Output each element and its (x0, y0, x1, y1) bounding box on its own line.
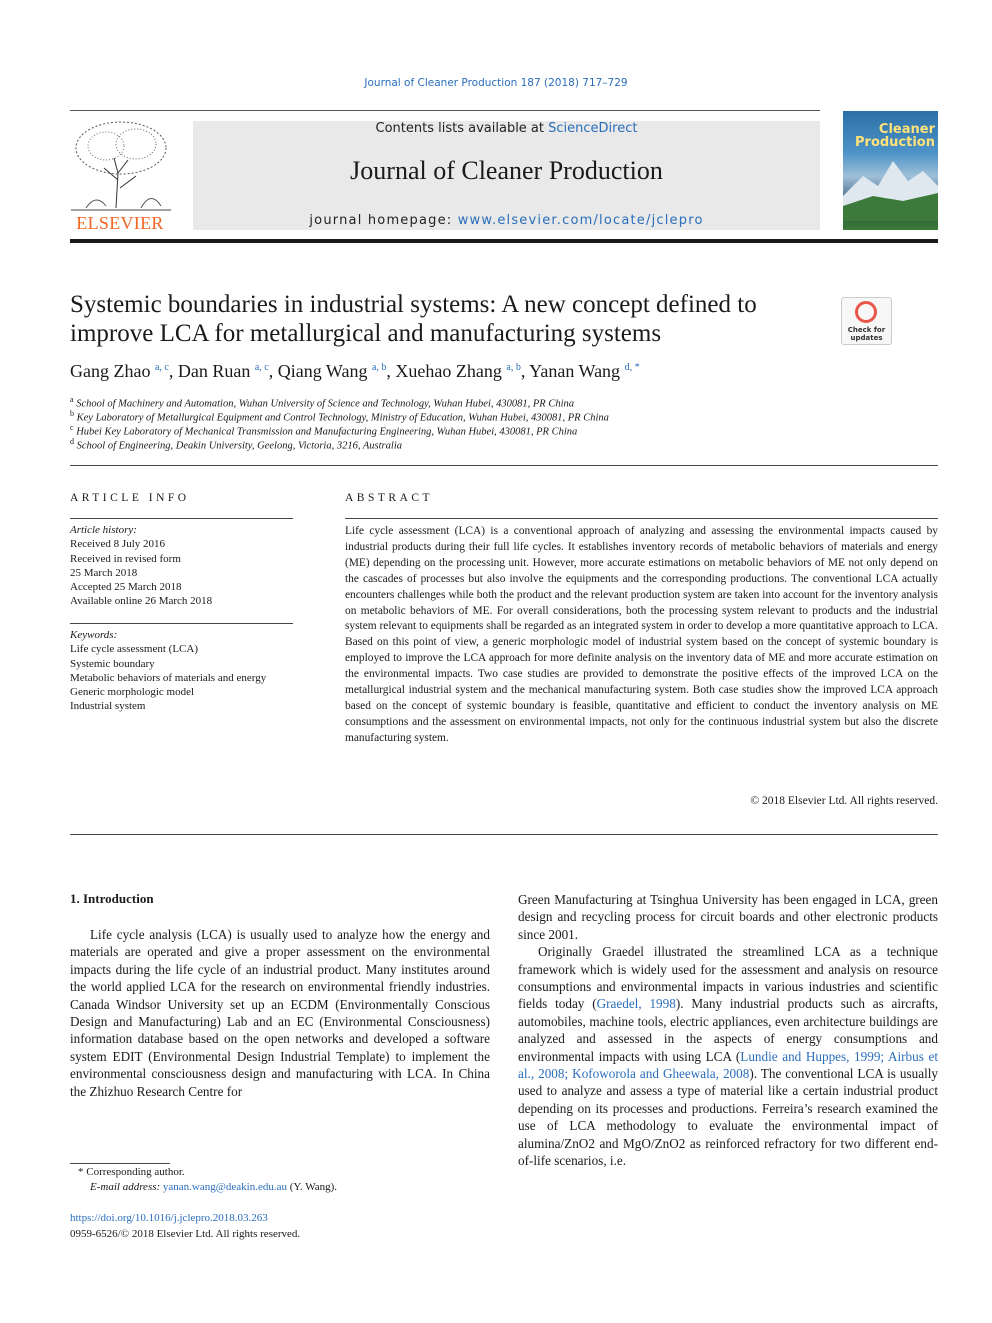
body-column-right (518, 891, 938, 1170)
author-name[interactable]: Yanan Wang (529, 361, 621, 381)
sciencedirect-link[interactable]: ScienceDirect (548, 121, 638, 136)
affiliation (70, 423, 577, 438)
author-name[interactable]: Dan Ruan (177, 361, 251, 381)
abstract-rule-bottom (70, 834, 938, 835)
author-separator: , (268, 361, 278, 381)
footnote-rule (70, 1163, 170, 1164)
reference-link[interactable]: Lundie and Huppes, 1999; Airbus et al., 2008; Kofoworola and Gheewala, 2008 (518, 1048, 938, 1082)
keyword: Life cycle assessment (LCA) (70, 643, 198, 656)
section-heading-introduction: 1. Introduction (70, 891, 154, 906)
affiliation-text: Key Laboratory of Metallurgical Equipment and Control Technology, Ministry of Education, Wuhan Hubei, 430081, PR China (76, 412, 609, 424)
info-rule (70, 623, 293, 624)
abstract-text: Life cycle assessment (LCA) is a conventional approach of analyzing and assessing the environmental impacts caused by industrial products during their full life cycles. It establishes inventory records of metabolic behaviors of materials and energy (ME) depending on the processing unit. However, more accurate estimations on metabolic behaviors of ME not only depend on the cascades of processes but also involve the equipments and the corresponding productions. The conventional LCA actually encounters challenges while both the product and the relevant production system are taken into account for the inventory analysis on metabolic behaviors of ME. For overall considerations, both the processing system relevant to products and the industrial system relevant to equipments shall be regarded as an integrated system in order to develop a more quantitative approach to LCA. Based on this point of view, a generic morphologic model of industrial system based on the concept of systemic boundary is employed to improve the LCA approach for more definite analysis on the inventory data of ME and more accurate estimation on the environmental impacts. Two case studies are provided to demonstrate the positive effects of the improved LCA on the metallurgical industrial system and the mechanical manufacturing system. Both case studies show the improved LCA approach based on the concept of systemic boundary is feasible, quantitative and efficient to conduct the inventory analysis on ME consumptions and the assessment on environmental impacts, not only for the continuous industrial system but also the discrete manufacturing system. (345, 525, 938, 744)
author-list (70, 361, 940, 382)
info-rule (70, 518, 293, 519)
contents-line (193, 121, 820, 136)
header-thick-rule (70, 239, 938, 243)
author-affiliation-marks[interactable]: a, c (154, 362, 169, 373)
paragraph-text: ). The conventional LCA is usually used to analyze and assess a type of material like a certain industrial product depending on its processes and productions. Ferreira’s research examined the use of LCA methodology to evaluate the environmental impact of alumina/ZnO2 and MgO/ZnO2 as reinforced refractory for two different end-of-life scenarios, i.e. (518, 1066, 938, 1169)
affiliation (70, 395, 574, 410)
journal-citation[interactable]: Journal of Cleaner Production 187 (2018) 717–729 (364, 77, 628, 89)
affiliation-text: Hubei Key Laboratory of Mechanical Transmission and Manufacturing Engineering, Wuhan Hubei, 430081, PR China (76, 426, 578, 438)
keywords-label: Keywords: (70, 629, 118, 641)
affiliation-mark: a (70, 395, 74, 404)
top-rule (70, 110, 820, 111)
corresponding-author-note: * Corresponding author. (78, 1166, 185, 1178)
author-separator: , (168, 361, 178, 381)
article-history (70, 523, 293, 609)
email-link[interactable]: yanan.wang@deakin.edu.au (162, 1181, 287, 1193)
article-title: Systemic boundaries in industrial systems: A new concept defined to improve LCA for metallurgical and manufacturing systems (70, 291, 757, 347)
history-item: Accepted 25 March 2018 (70, 581, 182, 594)
title-rule (70, 465, 938, 466)
author-name[interactable]: Gang Zhao (70, 361, 151, 381)
affiliation (70, 409, 609, 424)
affiliation-mark: d (70, 437, 74, 446)
affiliation-text: School of Machinery and Automation, Wuhan University of Science and Technology, Wuhan Hubei, 430081, PR China (76, 398, 574, 410)
keyword: Industrial system (70, 700, 146, 713)
contents-prefix: Contents lists available at (375, 121, 549, 136)
abstract-rule (345, 518, 938, 519)
email-label: E-mail address: (90, 1181, 161, 1193)
keyword: Generic morphologic model (70, 686, 195, 699)
keywords (70, 628, 293, 714)
history-item: 25 March 2018 (70, 566, 138, 579)
paragraph: Green Manufacturing at Tsinghua University has been engaged in LCA, green design and recycling process for circuit boards and other electronic products since 2001. (518, 892, 938, 942)
affiliation-mark: b (70, 409, 74, 418)
homepage-link[interactable]: www.elsevier.com/locate/jclepro (457, 213, 704, 228)
doi-link[interactable]: https://doi.org/10.1016/j.jclepro.2018.03.263 (70, 1212, 268, 1224)
author-separator: , (520, 361, 530, 381)
article-info-heading: ARTICLE INFO (70, 492, 190, 504)
cover-title: Cleaner Production (855, 122, 935, 150)
history-item: Available online 26 March 2018 (70, 595, 213, 608)
check-updates-label: Check for updates (847, 326, 886, 342)
author-affiliation-marks[interactable]: a, b (506, 362, 521, 373)
body-column-left (70, 926, 490, 1100)
journal-title: Journal of Cleaner Production (350, 156, 663, 185)
reference-link[interactable]: Graedel, 1998 (596, 996, 676, 1012)
homepage-prefix: journal homepage: (309, 213, 458, 228)
affiliation-mark: c (70, 423, 74, 432)
history-item: Received 8 July 2016 (70, 538, 166, 551)
keyword: Metabolic behaviors of materials and energy (70, 671, 267, 684)
author-name[interactable]: Qiang Wang (277, 361, 368, 381)
history-label: Article history: (70, 524, 137, 536)
check-updates-icon (855, 301, 877, 323)
footnote (70, 1165, 490, 1195)
affiliation (70, 437, 402, 452)
paragraph-text: ). Many industrial products such as aircrafts, automobiles, machine tools, electric appliances, even architecture buildings are analyzed and assessed in the aspects of energy consumptions and environmental impacts with using LCA ( (518, 996, 938, 1064)
paragraph: Life cycle analysis (LCA) is usually used to analyze how the energy and materials are operated and give a proper assessment on the environmental impacts during the life cycle of an industrial product. Many institutes around the world applied LCA for the research on environmental friendly industries. Canada Windsor University set up an ECDM (Environmentally Conscious Design and Manufacturing) Lab and an EC (Environmental Consciousness) information database based on the open networks and developed a software system EDIT (Environmental Design Industrial Template) to implement the environmental consciousness design and manufacturing with LCA. In China the Zhizhuo Research Centre for (70, 927, 490, 1099)
keyword: Systemic boundary (70, 657, 155, 670)
homepage-line (193, 213, 820, 228)
journal-cover-image[interactable] (843, 111, 938, 230)
author-affiliation-marks[interactable]: a, c (254, 362, 269, 373)
abstract-heading: ABSTRACT (345, 492, 434, 504)
check-for-updates-button[interactable] (841, 297, 892, 345)
author-affiliation-marks[interactable]: a, b (371, 362, 387, 373)
corresponding-author-label: Corresponding author. (86, 1166, 185, 1178)
author-separator: , (386, 361, 396, 381)
paragraph (518, 943, 938, 1169)
copyright-notice: © 2018 Elsevier Ltd. All rights reserved. (750, 795, 938, 807)
issn-line: 0959-6526/© 2018 Elsevier Ltd. All rights reserved. (70, 1228, 301, 1240)
author-affiliation-marks[interactable]: d, * (624, 362, 640, 373)
affiliation-text: School of Engineering, Deakin University, Geelong, Victoria, 3216, Australia (76, 440, 402, 452)
email-note (70, 1180, 490, 1195)
paragraph-text: Originally Graedel illustrated the streamlined LCA as a technique framework which is widely used for the assessment and analysis on resource consumptions and environmental impacts in various industries and scientific fields today ( (518, 944, 938, 1012)
email-suffix: (Y. Wang). (286, 1181, 338, 1193)
history-item: Received in revised form (70, 552, 181, 565)
author-name[interactable]: Xuehao Zhang (395, 361, 502, 381)
elsevier-wordmark: ELSEVIER (76, 213, 164, 233)
doi-block (70, 1210, 300, 1242)
